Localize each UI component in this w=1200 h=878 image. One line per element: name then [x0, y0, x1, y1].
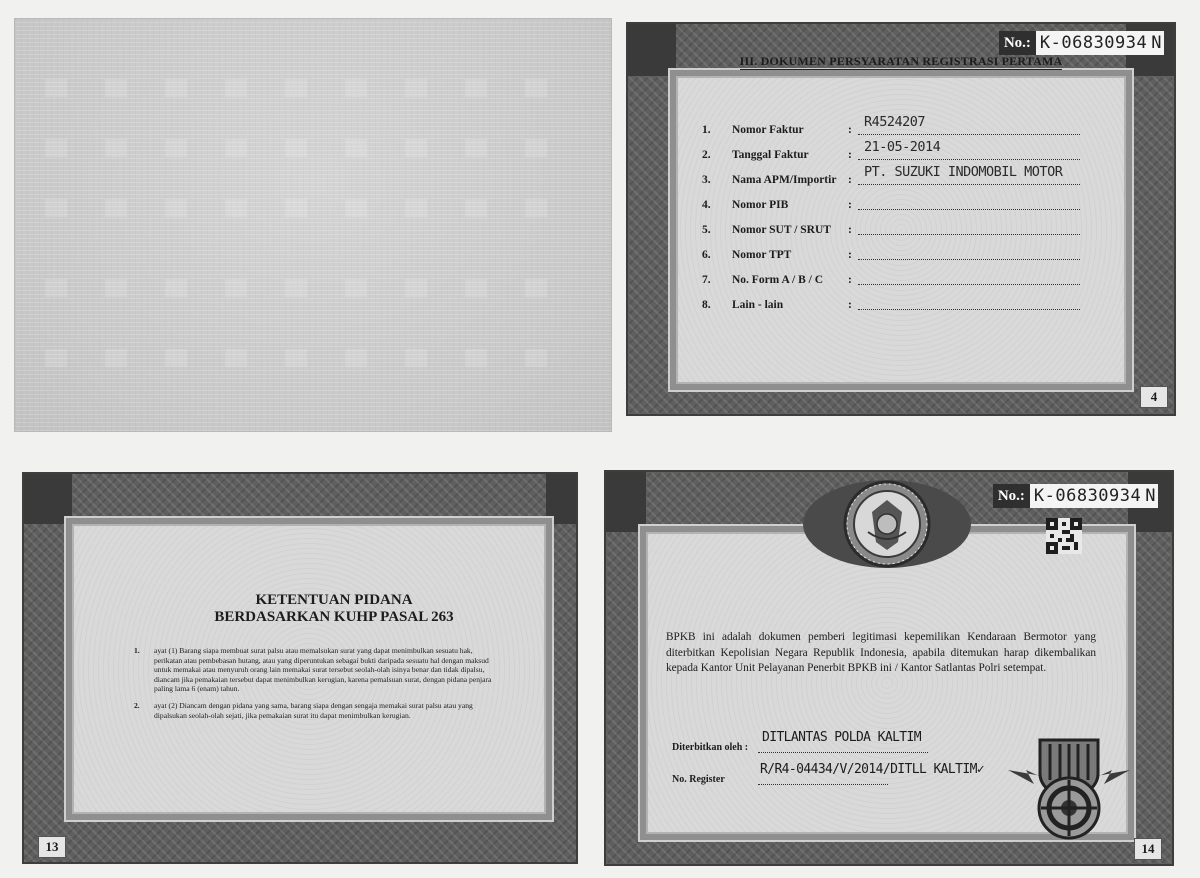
requirement-number: 7. [702, 274, 711, 286]
issued-by-line [758, 752, 928, 753]
issued-by-row [672, 730, 921, 753]
requirement-label: Tanggal Faktur [732, 149, 809, 161]
penal-heading-line2: BERDASARKAN KUHP PASAL 263 [214, 609, 454, 625]
penal-provisions-page [22, 472, 578, 864]
watermark-band [45, 199, 581, 217]
watermark-band [45, 139, 581, 157]
register-line [758, 784, 888, 785]
police-seal-icon [802, 472, 972, 576]
issued-by-label: Diterbitkan oleh : [672, 742, 749, 753]
requirement-number: 5. [702, 224, 711, 236]
requirement-row [702, 164, 1122, 195]
clause-list [134, 646, 496, 727]
document-number-label: No.: [999, 31, 1036, 55]
page-number: 14 [1134, 838, 1162, 860]
requirement-value: PT. SUZUKI INDOMOBIL MOTOR [864, 164, 1063, 180]
frame-corner [546, 474, 576, 524]
requirement-value: R4524207 [864, 114, 926, 130]
requirement-row [702, 195, 1122, 220]
requirements-list [702, 114, 1122, 320]
watermark-band [45, 279, 581, 297]
requirement-row [702, 245, 1122, 270]
register-label: No. Register [672, 774, 725, 785]
requirements-page [626, 22, 1176, 416]
issued-by-value: DITLANTAS POLDA KALTIM [762, 730, 921, 745]
watermark-band [45, 79, 581, 97]
requirement-line [858, 209, 1080, 210]
requirement-colon: : [848, 274, 852, 286]
requirement-number: 3. [702, 174, 711, 186]
watermark-band [45, 349, 581, 367]
frame-corner [606, 472, 646, 532]
requirement-row [702, 295, 1122, 320]
requirement-colon: : [848, 249, 852, 261]
requirement-number: 2. [702, 149, 711, 161]
requirement-line [858, 309, 1080, 310]
penal-heading [114, 592, 554, 626]
qr-code-icon [1046, 518, 1082, 554]
requirement-label: Lain - lain [732, 299, 784, 311]
requirement-number: 1. [702, 124, 711, 136]
page-title: III. DOKUMEN PERSYARATAN REGISTRASI PERTAMA [739, 54, 1063, 68]
requirement-label: Nomor Faktur [732, 124, 804, 136]
clause-text: ayat (1) Barang siapa membuat surat palsu atau memalsukan surat yang dapat menimbulkan sesuatu hak, perikatan atau pembebasan hutang, atau yang diperuntukan sebagai bukti daripada sesuatu hal dengan maksud untuk memakai atau menyuruh orang lain memakai surat tersebut seolah-olah isinya benar dan tidak dipalsu, diancam jika pemakaian tersebut dapat menimbulkan kerugian, karena pemalsuan surat, dengan pidana penjara paling lama 6 (enam) tahun. [154, 646, 492, 694]
clause-text: ayat (2) Diancam dengan pidana yang sama, barang siapa dengan sengaja memakai surat palsu atau yang dipalsukan seolah-olah sejati, jika pemakaian surat itu dapat menimbulkan kerugian. [154, 700, 473, 720]
requirement-line [858, 259, 1080, 260]
clause-number: 1. [134, 646, 140, 655]
penal-clause [134, 646, 496, 694]
requirement-line [858, 284, 1080, 285]
requirement-label: No. Form A / B / C [732, 274, 824, 286]
register-value: R/R4-04434/V/2014/DITLL KALTIM✓ [760, 762, 985, 777]
requirement-value: 21-05-2014 [864, 139, 941, 155]
requirement-label: Nomor PIB [732, 199, 789, 211]
traffic-police-emblem-icon [1004, 730, 1134, 846]
register-row [672, 762, 985, 785]
penal-clause [134, 701, 496, 720]
requirement-colon: : [848, 199, 852, 211]
blank-page [14, 18, 612, 432]
requirement-label: Nomor TPT [732, 249, 792, 261]
requirement-colon: : [848, 299, 852, 311]
document-number-suffix: N [1151, 33, 1162, 53]
requirement-colon: : [848, 124, 852, 136]
requirement-label: Nama APM/Importir [732, 174, 837, 186]
requirement-number: 6. [702, 249, 711, 261]
document-number-suffix: N [1145, 486, 1156, 506]
requirement-number: 8. [702, 299, 711, 311]
clause-number: 2. [134, 700, 140, 710]
issuance-page [604, 470, 1174, 866]
document-number-value: K-06830934 [1036, 31, 1151, 55]
requirement-line [858, 159, 1080, 160]
requirement-row [702, 220, 1122, 245]
requirement-row [702, 270, 1122, 295]
page-number: 13 [38, 836, 66, 858]
requirement-colon: : [848, 149, 852, 161]
check-mark-icon: ✓ [976, 762, 985, 777]
legitimacy-statement: BPKB ini adalah dokumen pemberi legitimasi kepemilikan Kendaraan Bermotor yang diterbitkan Kepolisian Negara Republik Indonesia, apabila ditemukan harap dikembalikan kepada Kantor Unit Pelayanan Penerbit BPKB ini / Kantor Satlantas Polri setempat. [666, 631, 1096, 674]
document-number-badge [999, 31, 1164, 55]
requirement-label: Nomor SUT / SRUT [732, 224, 831, 236]
document-number-badge [993, 484, 1158, 508]
requirement-line [858, 234, 1080, 235]
requirement-number: 4. [702, 199, 711, 211]
requirement-line [858, 134, 1080, 135]
document-number-label: No.: [993, 484, 1030, 508]
requirement-colon: : [848, 174, 852, 186]
frame-corner [24, 474, 72, 524]
requirement-colon: : [848, 224, 852, 236]
page-number: 4 [1140, 386, 1168, 408]
requirement-line [858, 184, 1080, 185]
penal-heading-line1: KETENTUAN PIDANA [255, 592, 413, 608]
document-number-value: K-06830934 [1030, 484, 1145, 508]
